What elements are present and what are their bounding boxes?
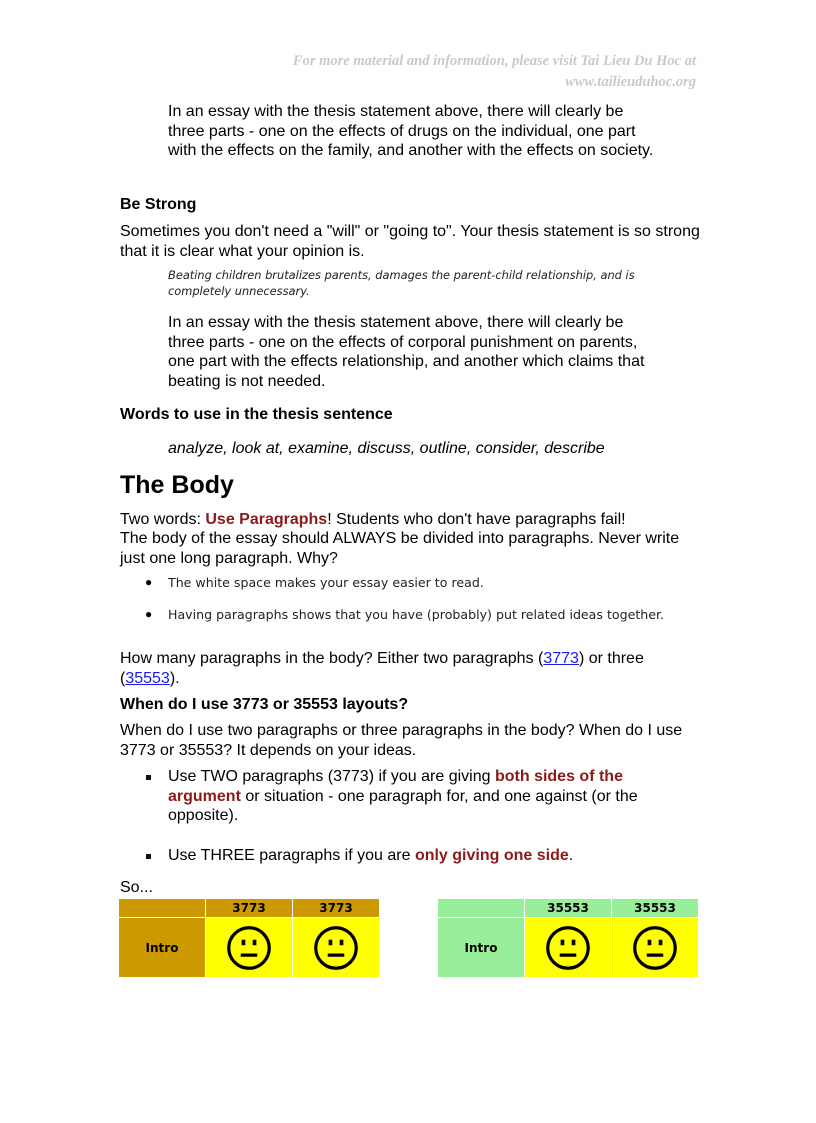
bullet-related-ideas: Having paragraphs shows that you have (probably) put related ideas together.: [168, 607, 665, 622]
table-header-cell: 35553: [612, 899, 699, 918]
face-cell: [293, 918, 380, 978]
how-many-mid: ) or three (: [120, 650, 644, 687]
heading-be-strong: Be Strong: [120, 196, 197, 213]
so-text: So...: [120, 879, 153, 896]
face-cell: [612, 918, 699, 978]
use-paragraphs-emphasis: Use Paragraphs: [205, 511, 328, 528]
bullet-dot-icon: ●: [145, 575, 153, 589]
neutral-face-icon: [313, 925, 359, 971]
intro-cell: Intro: [119, 918, 206, 978]
be-strong-explanation: In an essay with the thesis statement above, there will clearly be three parts - one on the effects of corporal punishment on parents, one part with the effects relationship, and another which claims that beating is not needed.: [168, 314, 645, 390]
two-words-line: [120, 510, 700, 530]
watermark-line-2: www.tailieuduhoc.org: [565, 74, 696, 90]
link-3773[interactable]: 3773: [543, 650, 579, 667]
one-side-emphasis: only giving one side: [414, 847, 569, 864]
how-many-suffix: ).: [169, 669, 180, 687]
neutral-face-icon: [226, 925, 272, 971]
table-header-cell: 35553: [525, 899, 612, 918]
table-header-cell: 3773: [206, 899, 293, 918]
heading-layouts: When do I use 3773 or 35553 layouts?: [120, 696, 409, 713]
layout-table-35553: [437, 898, 699, 978]
how-many-prefix: How many paragraphs in the body? Either two paragraphs (: [120, 650, 544, 667]
table-corner-cell: [438, 899, 525, 918]
bullet-dot-icon: ●: [145, 607, 153, 621]
bullet-white-space: The white space makes your essay easier to read.: [168, 575, 484, 590]
para-effects-drugs: In an essay with the thesis statement above, there will clearly be three parts - one on the effects of drugs on the individual, one part with the effects on the family, and another with the effects on society.: [168, 103, 654, 160]
link-35553[interactable]: 35553: [125, 669, 170, 687]
watermark-line-1: For more material and information, please visit Tai Lieu Du Hoc at: [292, 53, 696, 69]
be-strong-intro: Sometimes you don't need a "will" or "going to". Your thesis statement is so strong that it is clear what your opinion is.: [120, 223, 700, 260]
use-two-prefix: Use TWO paragraphs (3773) if you are giving: [168, 768, 495, 785]
square-bullet-icon: [146, 775, 151, 780]
use-two-suffix: or situation - one paragraph for, and one against (or the opposite).: [168, 787, 638, 825]
face-cell: [206, 918, 293, 978]
thesis-example: Beating children brutalizes parents, damages the parent-child relationship, and is completely unnecessary.: [168, 268, 635, 298]
table-corner-cell: [119, 899, 206, 918]
two-words-prefix: Two words:: [120, 511, 206, 528]
bullet-use-three: [168, 846, 668, 866]
two-words-suffix: ! Students who don't have paragraphs fail!: [327, 511, 626, 528]
page-title-the-body: The Body: [120, 471, 234, 499]
use-three-suffix: .: [568, 847, 574, 864]
intro-cell: Intro: [438, 918, 525, 978]
neutral-face-icon: [632, 925, 678, 971]
use-three-prefix: Use THREE paragraphs if you are: [168, 847, 415, 864]
face-cell: [525, 918, 612, 978]
table-header-cell: 3773: [293, 899, 380, 918]
watermark: [226, 51, 696, 93]
square-bullet-icon: [146, 854, 151, 859]
layouts-intro: When do I use two paragraphs or three paragraphs in the body? When do I use 3773 or 35553? It depends on your ideas.: [120, 722, 683, 759]
neutral-face-icon: [545, 925, 591, 971]
heading-words: Words to use in the thesis sentence: [120, 406, 393, 423]
words-list: analyze, look at, examine, discuss, outline, consider, describe: [168, 440, 605, 457]
how-many-paragraphs: [120, 649, 700, 688]
layout-table-3773: [118, 898, 380, 978]
bullet-use-two: [168, 767, 668, 826]
body-divided-text: The body of the essay should ALWAYS be divided into paragraphs. Never write just one long paragraph. Why?: [120, 530, 680, 567]
both-sides-emphasis: both sides of the argument: [168, 768, 623, 805]
